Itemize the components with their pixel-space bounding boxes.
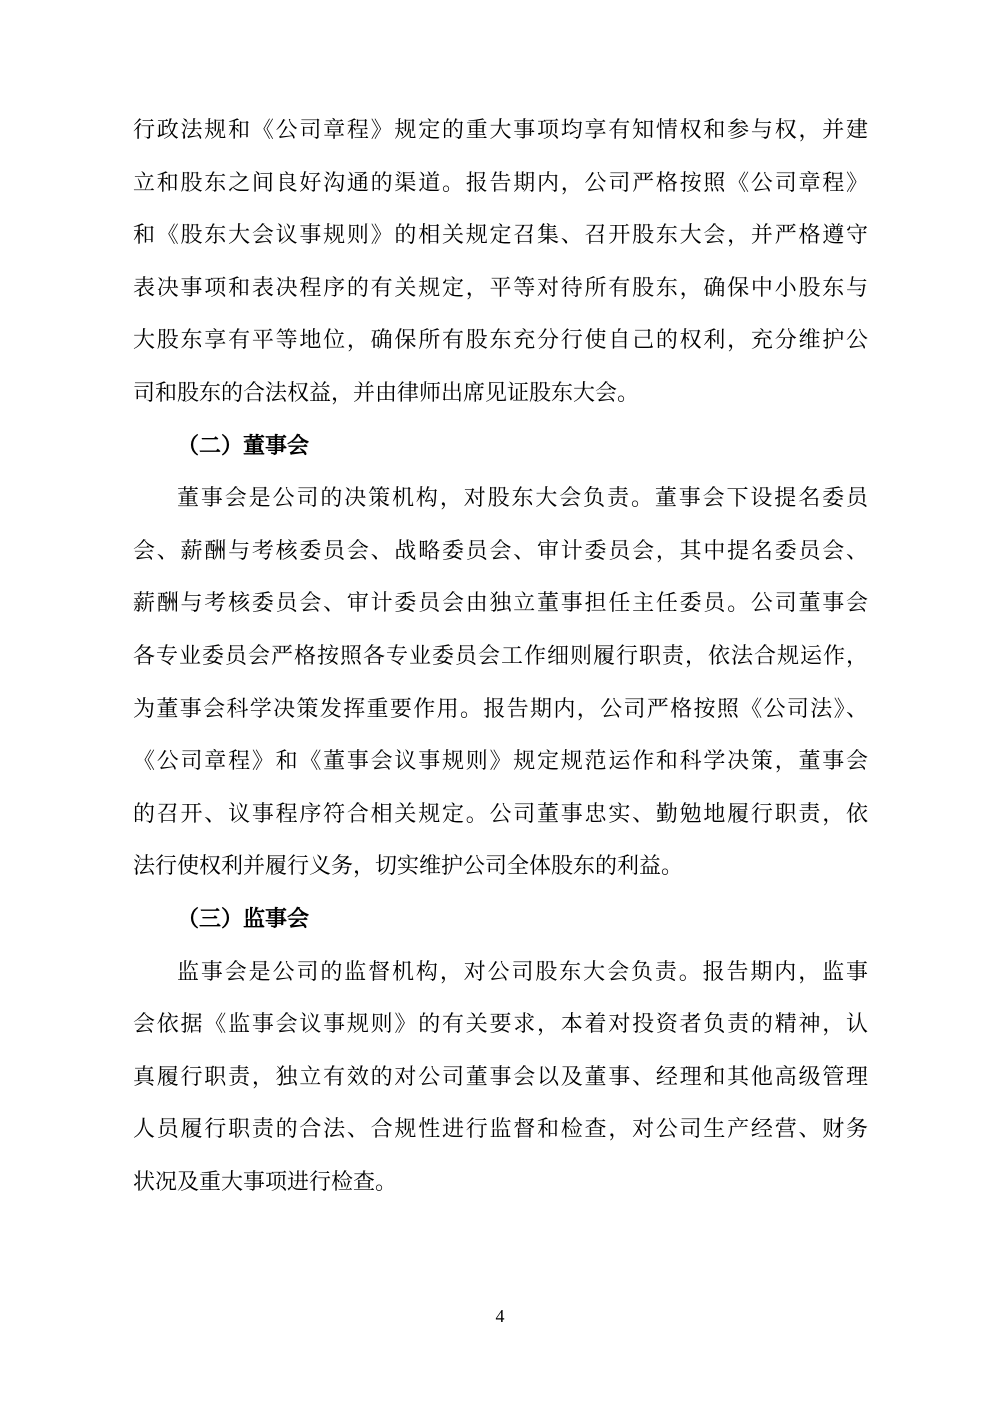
paragraph-line: 表决事项和表决程序的有关规定，平等对待所有股东，确保中小股东与 (133, 274, 868, 300)
section-heading-supervisory-board: （三）监事会 (177, 905, 310, 931)
section-heading-board-of-directors: （二）董事会 (177, 432, 310, 458)
paragraph-line: 立和股东之间良好沟通的渠道。报告期内，公司严格按照《公司章程》 (133, 169, 868, 195)
paragraph-line: 真履行职责，独立有效的对公司董事会以及董事、经理和其他高级管理 (133, 1063, 868, 1089)
paragraph-line: 法行使权利并履行义务，切实维护公司全体股东的利益。 (133, 853, 684, 879)
paragraph-line: 会、薪酬与考核委员会、战略委员会、审计委员会，其中提名委员会、 (133, 537, 868, 563)
paragraph-line: 司和股东的合法权益，并由律师出席见证股东大会。 (133, 379, 640, 405)
paragraph-line: 大股东享有平等地位，确保所有股东充分行使自己的权利，充分维护公 (133, 327, 868, 353)
paragraph-line: 和《股东大会议事规则》的相关规定召集、召开股东大会，并严格遵守 (133, 222, 868, 248)
paragraph-line: 的召开、议事程序符合相关规定。公司董事忠实、勤勉地履行职责，依 (133, 800, 868, 826)
paragraph-line: 行政法规和《公司章程》规定的重大事项均享有知情权和参与权，并建 (133, 117, 868, 142)
page-number: 4 (495, 1306, 505, 1326)
paragraph-line: 监事会是公司的监督机构，对公司股东大会负责。报告期内，监事 (177, 958, 868, 984)
paragraph-line: 会依据《监事会议事规则》的有关要求，本着对投资者负责的精神，认 (133, 1011, 868, 1037)
paragraph-line: 状况及重大事项进行检查。 (133, 1168, 398, 1194)
paragraph-line: 为董事会科学决策发挥重要作用。报告期内，公司严格按照《公司法》、 (133, 695, 868, 721)
page-body-text (133, 104, 868, 1208)
paragraph-line: 各专业委员会严格按照各专业委员会工作细则履行职责，依法合规运作， (133, 642, 868, 668)
paragraph-line: 薪酬与考核委员会、审计委员会由独立董事担任主任委员。公司董事会 (133, 590, 868, 616)
paragraph-line: 董事会是公司的决策机构，对股东大会负责。董事会下设提名委员 (177, 485, 868, 511)
paragraph-line: 人员履行职责的合法、合规性进行监督和检查，对公司生产经营、财务 (133, 1116, 868, 1142)
paragraph-line: 《公司章程》和《董事会议事规则》规定规范运作和科学决策，董事会 (133, 748, 868, 774)
